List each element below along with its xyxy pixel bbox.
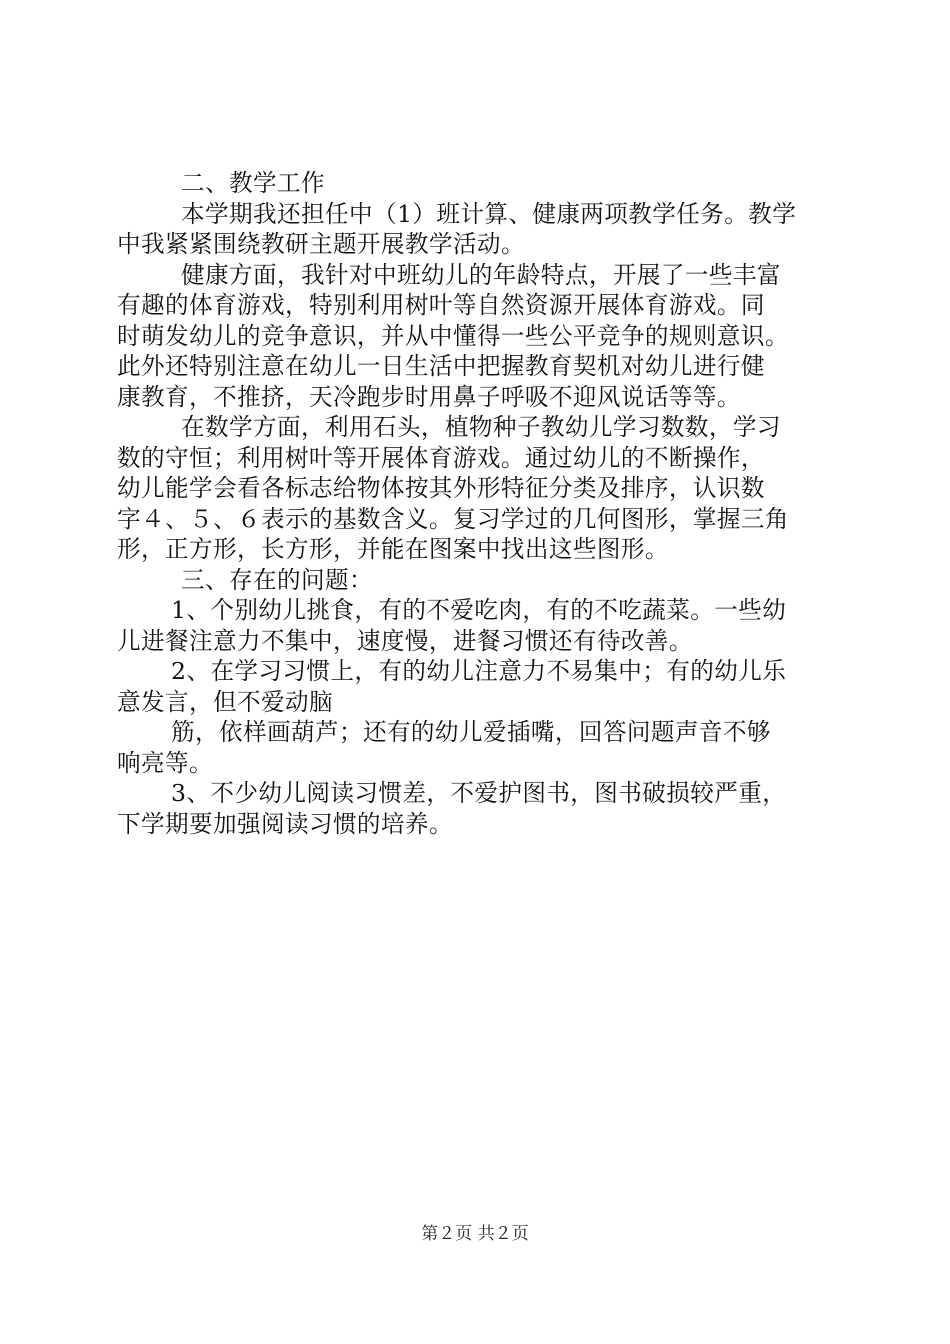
paragraph-line: 2、在学习习惯上，有的幼儿注意力不易集中；有的幼儿乐 (171, 657, 787, 685)
page-number-footer: 第２页 共２页 (421, 1224, 529, 1244)
paragraph-line: 意发言，但不爱动脑 (117, 687, 333, 716)
paragraph-line: 有趣的体育游戏，特别利用树叶等自然资源开展体育游戏。同 (117, 291, 765, 319)
paragraph-line: 儿进餐注意力不集中，速度慢，进餐习惯还有待改善。 (117, 626, 693, 655)
paragraph-line: 康教育，不推挤，天冷跑步时用鼻子呼吸不迎风说话等等。 (117, 382, 741, 411)
paragraph-line: 健康方面，我针对中班幼儿的年龄特点，开展了一些丰富 (181, 260, 781, 289)
paragraph-line: 字４、５、６表示的基数含义。复习学过的几何图形，掌握三角 (117, 504, 789, 533)
paragraph-line: 数的守恒；利用树叶等开展体育游戏。通过幼儿的不断操作， (117, 443, 765, 472)
section-heading: 三、存在的问题： (181, 565, 373, 594)
paragraph-line: 形，正方形，长方形，并能在图案中找出这些图形。 (117, 535, 669, 563)
paragraph-line: 中我紧紧围绕教研主题开展教学活动。 (117, 230, 525, 258)
paragraph-line: 下学期要加强阅读习惯的培养。 (117, 809, 453, 838)
paragraph-line: 3、不少幼儿阅读习惯差，不爱护图书，图书破损较严重， (171, 779, 787, 807)
paragraph-line: 1、个别幼儿挑食，有的不爱吃肉，有的不吃蔬菜。一些幼 (171, 596, 787, 624)
paragraph-line: 本学期我还担任中（1）班计算、健康两项教学任务。教学 (181, 199, 797, 228)
paragraph-line: 时萌发幼儿的竞争意识，并从中懂得一些公平竞争的规则意识。 (117, 321, 789, 350)
paragraph-line: 筋，依样画葫芦；还有的幼儿爱插嘴，回答问题声音不够 (171, 718, 771, 746)
paragraph-line: 在数学方面，利用石头，植物种子教幼儿学习数数，学习 (181, 413, 781, 441)
section-heading: 二、教学工作 (181, 169, 325, 197)
paragraph-line: 响亮等。 (117, 748, 213, 777)
document-body (117, 168, 837, 839)
paragraph-line: 此外还特别注意在幼儿一日生活中把握教育契机对幼儿进行健 (117, 352, 765, 380)
paragraph-line: 幼儿能学会看各标志给物体按其外形特征分类及排序，认识数 (117, 474, 765, 502)
